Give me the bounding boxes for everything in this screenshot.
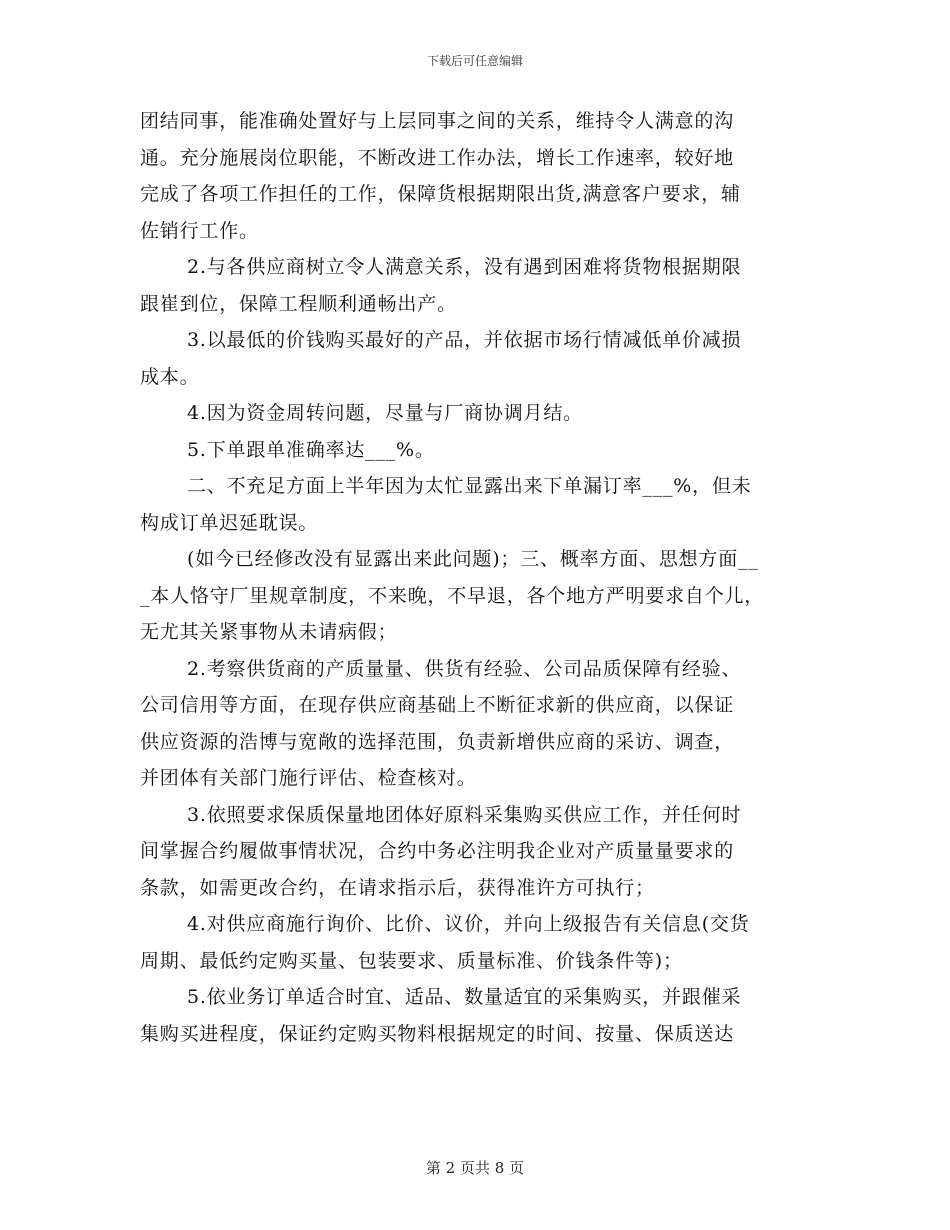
page-header: 下载后可任意编辑	[426, 54, 523, 68]
page-number: 第 2 页共 8 页	[425, 1159, 525, 1177]
text-line: _本人恪守厂里规章制度，不来晚，不早退，各个地方严明要求自个儿，	[140, 584, 765, 607]
text-line: 团结同事，能准确处置好与上层同事之间的关系，维持令人满意的沟	[140, 110, 735, 132]
text-line: 间掌握合约履做事情状况，合约中务必注明我企业对产质量量要求的	[140, 840, 735, 862]
text-line: 跟崔到位，保障工程顺利通畅出产。	[140, 292, 457, 315]
text-line: 集购买进程度，保证约定购买物料根据规定的时间、按量、保质送达	[140, 1022, 735, 1045]
text-line: (如今已经修改没有显露出来此问题)；三、概率方面、思想方面__	[187, 548, 759, 570]
document-body	[140, 103, 810, 1052]
text-line: 无尤其关紧事物从未请病假；	[140, 621, 398, 643]
text-line: 3.依照要求保质保量地团体好原料采集购买供应工作，并任何时	[187, 803, 742, 826]
text-line: 构成订单迟延耽误。	[140, 511, 319, 534]
text-line: 3.以最低的价钱购买最好的产品，并依据市场行情减低单价减损	[187, 329, 742, 351]
text-line: 4.对供应商施行询价、比价、议价，并向上级报告有关信息(交货	[187, 913, 750, 935]
text-line: 并团体有关部门施行评估、检查核对。	[140, 767, 477, 789]
text-line: 5.依业务订单适合时宜、适品、数量适宜的采集购买，并跟催采	[187, 986, 742, 1008]
text-line: 佐销行工作。	[140, 219, 259, 242]
text-line: 4.因为资金周转问题，尽量与厂商协调月结。	[187, 402, 583, 424]
text-line: 5.下单跟单准确率达___%。	[187, 438, 435, 461]
text-line: 成本。	[140, 365, 200, 388]
text-line: 供应资源的浩博与宽敞的选择范围，负责新增供应商的采访、调查，	[140, 730, 735, 753]
text-line: 完成了各项工作担任的工作，保障货根据期限出货,满意客户要求，辅	[140, 183, 741, 205]
text-line: 周期、最低约定购买量、包装要求、质量标准、价钱条件等)；	[140, 949, 683, 972]
text-line: 公司信用等方面，在现存供应商基础上不断征求新的供应商，以保证	[140, 694, 735, 716]
text-line: 2.考察供货商的产质量量、供货有经验、公司品质保障有经验、	[187, 657, 742, 680]
text-line: 通。充分施展岗位职能，不断改进工作办法，增长工作速率，较好地	[140, 146, 735, 169]
text-line: 二、不充足方面上半年因为太忙显露出来下单漏订率___%，但未	[187, 475, 752, 497]
text-line: 2.与各供应商树立令人满意关系，没有遇到困难将货物根据期限	[187, 256, 742, 278]
text-line: 条款，如需更改合约，在请求指示后，获得准许方可执行；	[140, 876, 655, 899]
